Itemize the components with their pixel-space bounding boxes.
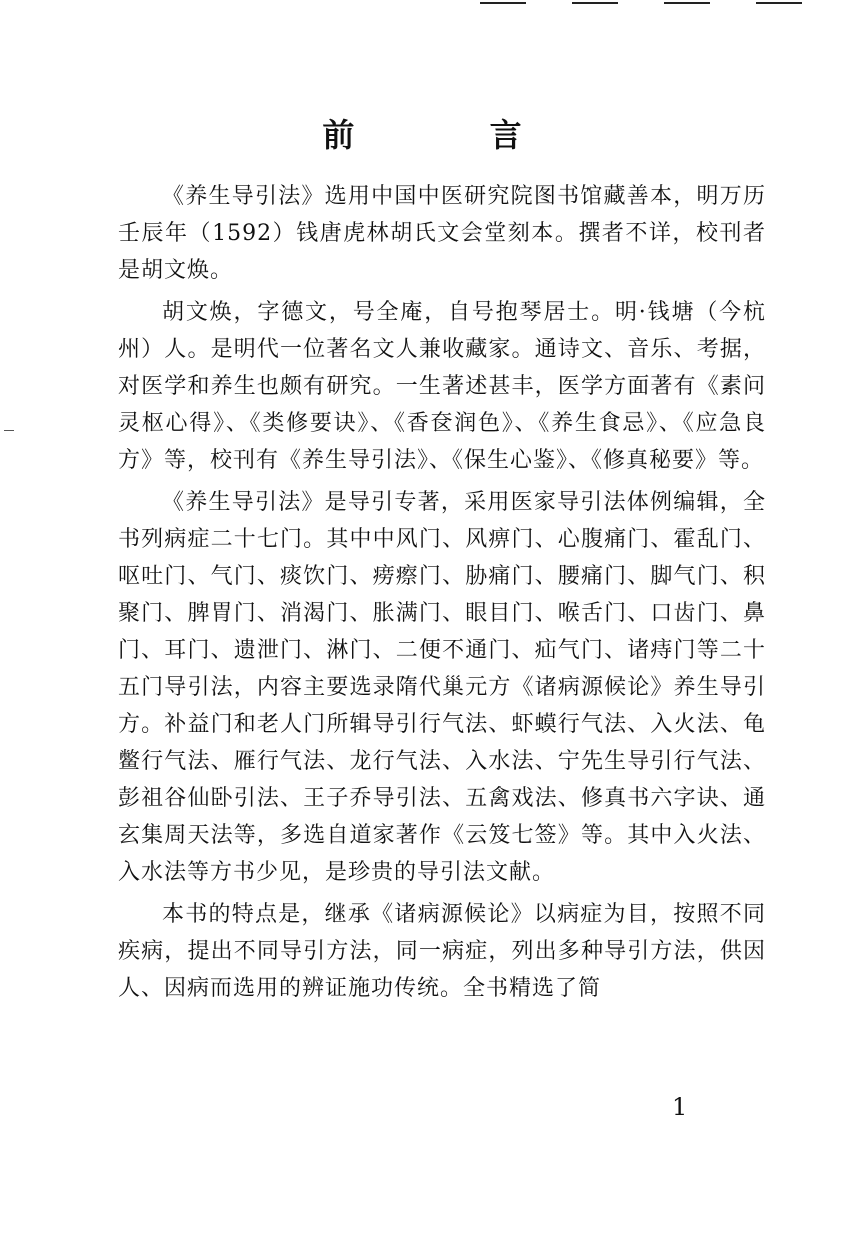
paragraph-1: 《养生导引法》选用中国中医研究院图书馆藏善本，明万历壬辰年（1592）钱唐虎林胡氏文会堂刻本。撰者不详，校刊者是胡文焕。 (118, 184, 766, 283)
margin-mark (4, 430, 14, 431)
page-number: 1 (672, 1093, 688, 1121)
paragraph-4: 本书的特点是，继承《诸病源候论》以病症为目，按照不同疾病，提出不同导引方法，同一病症，列出多种导引方法，供因人、因病而选用的辨证施功传统。全书精选了简 (118, 902, 766, 1001)
paragraph-2: 胡文焕，字德文，号全庵，自号抱琴居士。明·钱塘（今杭州）人。是明代一位著名文人兼收藏家。通诗文、音乐、考据，对医学和养生也颇有研究。一生著述甚丰，医学方面著有《素问灵枢心得》、《类修要诀》、《香奁润色》、《养生食忌》、《应急良方》等，校刊有《养生导引法》、《保生心鉴》、《修真秘要》等。 (118, 300, 766, 473)
page-title: 前 言 (322, 116, 584, 154)
paragraph-3: 《养生导引法》是导引专著，采用医家导引法体例编辑，全书列病症二十七门。其中中风门、风痹门、心腹痛门、霍乱门、呕吐门、气门、痰饮门、痨瘵门、胁痛门、腰痛门、脚气门、积聚门、脾胃门、消渴门、胀满门、眼目门、喉舌门、口齿门、鼻门、耳门、遗泄门、淋门、二便不通门、疝气门、诸痔门等二十五门导引法，内容主要选录隋代巢元方《诸病源候论》养生导引方。补益门和老人门所辑导引行气法、虾蟆行气法、入火法、龟鳖行气法、雁行气法、龙行气法、入水法、宁先生导引行气法、彭祖谷仙卧引法、王子乔导引法、五禽戏法、修真书六字诀、通玄集周天法等，多选自道家著作《云笈七签》等。其中入火法、入水法等方书少见，是珍贵的导引法文献。 (118, 490, 766, 885)
header-rule-2 (572, 2, 618, 4)
header-rule-1 (480, 2, 526, 4)
header-rule-3 (664, 2, 710, 4)
body-text (118, 178, 766, 1012)
header-rule-4 (756, 2, 802, 4)
